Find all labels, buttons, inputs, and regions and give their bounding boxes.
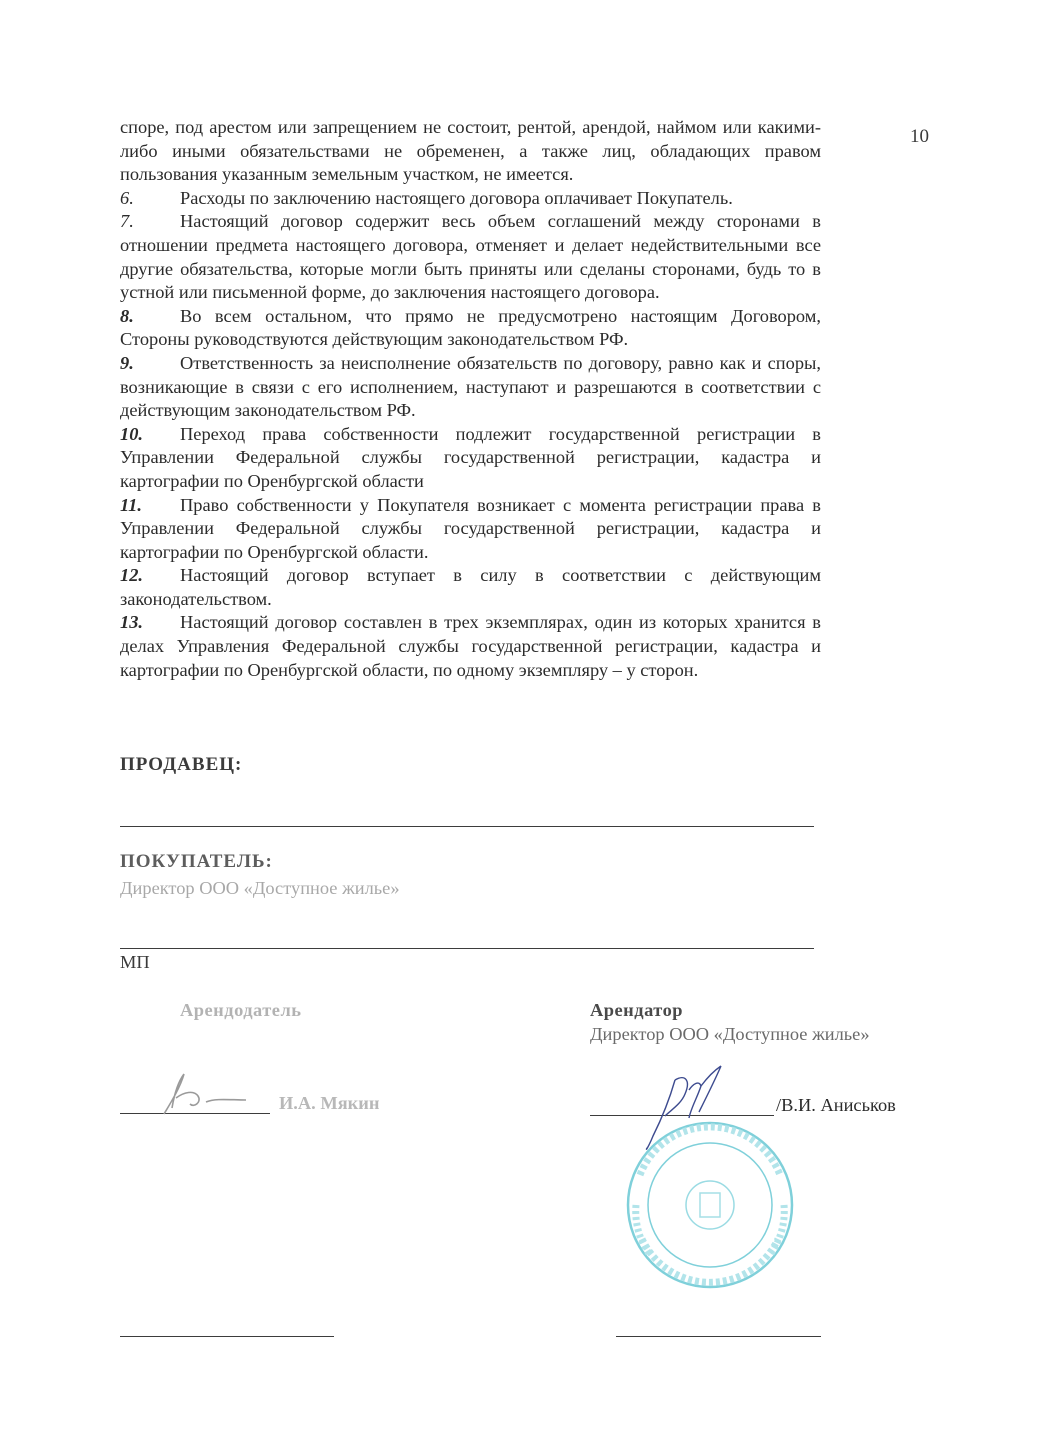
contract-body bbox=[120, 116, 821, 682]
clause-8 bbox=[120, 305, 821, 352]
landlord-name: И.А. Мякин bbox=[279, 1093, 380, 1113]
buyer-signature-line bbox=[120, 948, 814, 949]
buyer-role: Директор ООО «Доступное жилье» bbox=[120, 878, 400, 898]
clause-6 bbox=[120, 187, 821, 211]
tenant-label: Арендатор bbox=[590, 1000, 684, 1020]
tenant-role: Директор ООО «Доступное жилье» bbox=[590, 1024, 870, 1044]
landlord-signature-icon bbox=[150, 1068, 280, 1118]
clause-number: 11. bbox=[120, 494, 142, 515]
footer-line-left bbox=[120, 1336, 334, 1337]
clause-13 bbox=[120, 611, 821, 682]
clause-7 bbox=[120, 210, 821, 304]
landlord-label: Арендодатель bbox=[180, 1000, 302, 1020]
mp-label: МП bbox=[120, 952, 150, 972]
seller-signature-line bbox=[120, 826, 814, 827]
clause-text: Настоящий договор содержит весь объем соглашений между сторонами в отношении предмета настоящего договора, отменяет и делает недействительными все другие обязательства, которые могли быть приняты или сделаны сторонами, будь то в устной или письменной форме, до заключения настоящего договора. bbox=[120, 211, 821, 303]
clause-text: Настоящий договор составлен в трех экземплярах, один из которых хранится в делах Управления Федеральной службы государственной регистрации, кадастра и картографии по Оренбургской области, по одному экземпляру – у сторон. bbox=[120, 612, 821, 680]
clause-10 bbox=[120, 423, 821, 494]
tenant-name: /В.И. Аниськов bbox=[776, 1095, 896, 1115]
seller-heading: ПРОДАВЕЦ: bbox=[120, 754, 243, 775]
clause-9 bbox=[120, 352, 821, 423]
clause-text: Право собственности у Покупателя возникает с момента регистрации права в Управлении Федеральной службы государственной регистрации, кадастра и картографии по Оренбургской области. bbox=[120, 494, 821, 562]
clause-12 bbox=[120, 564, 821, 611]
clause-number: 10. bbox=[120, 423, 143, 444]
clause-11 bbox=[120, 494, 821, 565]
tenant-signature-icon bbox=[635, 1060, 745, 1160]
clause-text: Переход права собственности подлежит государственной регистрации в Управлении Федеральной службы государственной регистрации, кадастра и картографии по Оренбургской области bbox=[120, 423, 821, 491]
clause-number: 13. bbox=[120, 612, 143, 633]
clause-text: Ответственность за неисполнение обязательств по договору, равно как и споры, возникающие в связи с его исполнением, наступают и разрешаются в соответствии с действующим законодательством РФ. bbox=[120, 352, 821, 421]
clause-number: 9. bbox=[120, 352, 134, 373]
footer-line-right bbox=[616, 1336, 821, 1337]
clause-number: 12. bbox=[120, 565, 143, 586]
buyer-heading: ПОКУПАТЕЛЬ: bbox=[120, 851, 273, 872]
clause-number: 7. bbox=[120, 211, 134, 232]
clause-text: Расходы по заключению настоящего договора оплачивает Покупатель. bbox=[180, 187, 733, 208]
page-number: 10 bbox=[910, 126, 929, 147]
clause-number: 8. bbox=[120, 305, 134, 326]
clause-text: Во всем остальном, что прямо не предусмотрено настоящим Договором, Стороны руководствуются действующим законодательством РФ. bbox=[120, 305, 821, 350]
clause-text: Настоящий договор вступает в силу в соответствии с действующим законодательством. bbox=[120, 565, 821, 609]
intro-paragraph: споре, под арестом или запрещением не состоит, рентой, арендой, наймом или какими-либо иными обязательствами не обременен, а также лиц, обладающих правом пользования указанным земельным участком, не имеется. bbox=[120, 117, 821, 185]
clause-number: 6. bbox=[120, 187, 134, 208]
